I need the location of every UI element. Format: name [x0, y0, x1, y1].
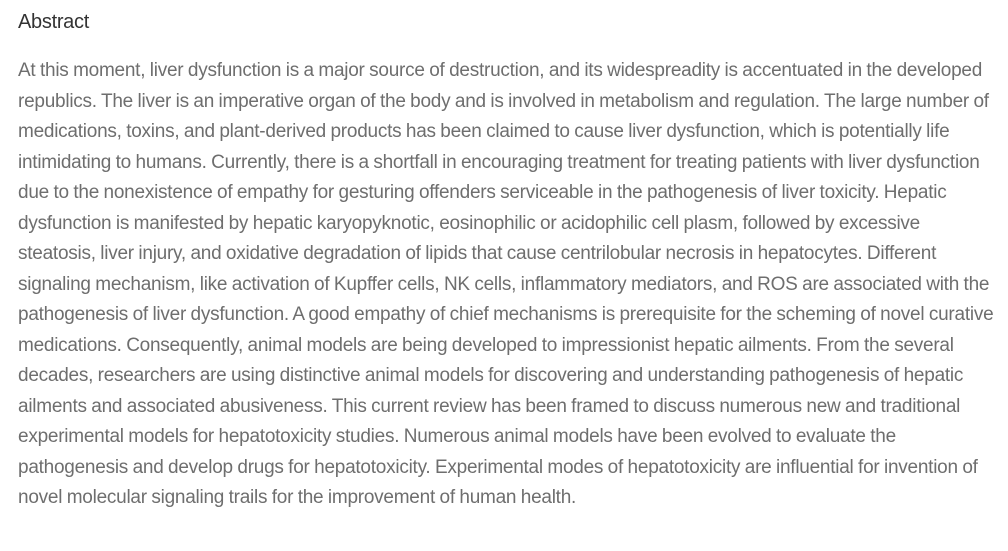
abstract-body-text: At this moment, liver dysfunction is a major source of destruction, and its widespreadity is accentuated in the developed republics. The liver is an imperative organ of the body and is involved in metabolism and regulation. The large number of medications, toxins, and plant-derived products has been claimed to cause liver dysfunction, which is potentially life intimidating to humans. Currently, there is a shortfall in encouraging treatment for treating patients with liver dysfunction due to the nonexistence of empathy for gesturing offenders serviceable in the pathogenesis of liver toxicity. Hepatic dysfunction is manifested by hepatic karyopyknotic, eosinophilic or acidophilic cell plasm, followed by excessive steatosis, liver injury, and oxidative degradation of lipids that cause centrilobular necrosis in hepatocytes. Different signaling mechanism, like activation of Kupffer cells, NK cells, inflammatory mediators, and ROS are associated with the pathogenesis of liver dysfunction. A good empathy of chief mechanisms is prerequisite for the scheming of novel curative medications. Consequently, animal models are being developed to impressionist hepatic ailments. From the several decades, researchers are using distinctive animal models for discovering and understanding pathogenesis of hepatic ailments and associated abusiveness. This current review has been framed to discuss numerous new and traditional experimental models for hepatotoxicity studies. Numerous animal models have been evolved to evaluate the pathogenesis and develop drugs for hepatotoxicity. Experimental modes of hepatotoxicity are influential for invention of novel molecular signaling trails for the improvement of human health. — [18, 60, 994, 508]
abstract-heading: Abstract — [18, 11, 89, 33]
abstract-section — [18, 8, 1000, 514]
